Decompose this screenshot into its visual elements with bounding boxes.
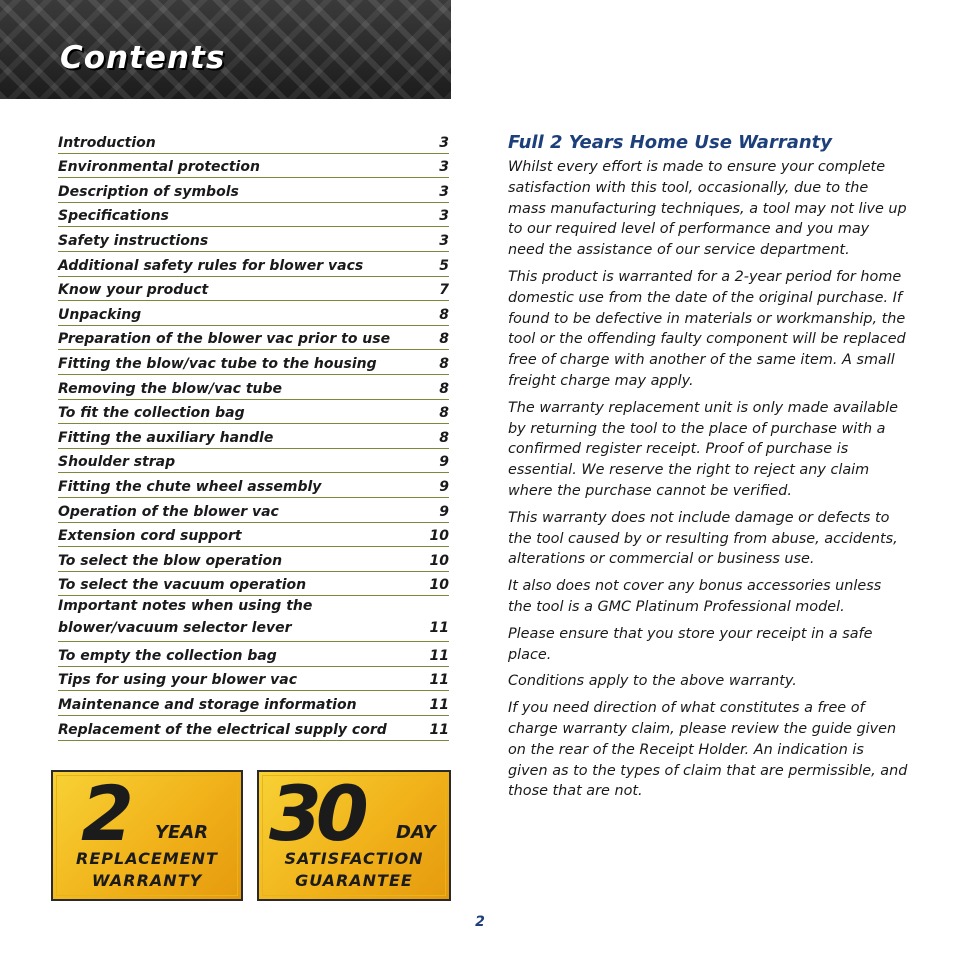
toc-row[interactable] [58,350,449,375]
toc-row[interactable] [58,277,449,302]
toc-row[interactable] [58,154,449,179]
toc-row[interactable] [58,203,449,228]
badge-year-unit: YEAR [155,822,209,843]
toc-label: To empty the collection bag [58,647,277,664]
toc-row[interactable] [58,498,449,523]
toc-page: 3 [439,208,449,225]
badge-day-line2: GUARANTEE [295,871,413,890]
toc-label: Replacement of the electrical supply cord [58,721,387,738]
toc-row[interactable] [58,667,449,692]
toc-page: 8 [439,331,449,348]
toc-row[interactable] [58,523,449,548]
toc-page: 5 [439,257,449,274]
toc-row[interactable] [58,375,449,400]
warranty-paragraph: This product is warranted for a 2-year period for home domestic use from the date of the original purchase. If found to be defective in materials or workmanship, the tool or the offending faulty component will be replaced free of charge with another of the same item. A small freight charge may apply. [508,268,906,389]
toc-page: 3 [439,183,449,200]
toc-label: Tips for using your blower vac [58,672,298,689]
toc-label: Fitting the auxiliary handle [58,429,274,446]
toc-page: 3 [439,134,449,151]
warranty-paragraph: If you need direction of what constitutes a free of charge warranty claim, please review the guide given on the rear of the Receipt Holder. An indication is given as to the types of claim that are permissible, and those that are not. [508,700,908,800]
toc-page: 7 [439,282,449,299]
toc-row[interactable] [58,716,449,741]
thirty-day-guarantee-badge [257,770,451,901]
toc-page: 8 [439,429,449,446]
toc-page: 11 [429,721,449,738]
toc-row[interactable] [58,252,449,277]
page-title: Contents [60,40,226,76]
warranty-paragraph: Conditions apply to the above warranty. [508,673,797,690]
toc-label: Preparation of the blower vac prior to use [58,331,391,348]
badge-day-number: 30 [269,770,363,858]
toc-page: 11 [429,647,449,664]
toc-label: Additional safety rules for blower vacs [58,257,364,274]
contents-banner [0,0,451,99]
toc-label: Know your product [58,282,209,299]
toc-label [58,595,425,639]
warranty-title: Full 2 Years Home Use Warranty [508,132,833,153]
toc-page: 8 [439,355,449,372]
toc-label: To select the vacuum operation [58,577,307,594]
toc-page: 11 [429,620,449,637]
warranty-paragraph: Please ensure that you store your receipt in a safe place. [508,625,873,663]
toc-page: 8 [439,380,449,397]
toc-label-line1: Important notes when using the [58,598,313,615]
badge-day-line1: SATISFACTION [284,849,424,868]
toc-page: 9 [439,503,449,520]
toc-label: Environmental protection [58,159,260,176]
toc-page: 3 [439,232,449,249]
toc-row[interactable] [58,301,449,326]
page-number: 2 [475,914,485,930]
toc-page: 10 [429,577,449,594]
toc-row[interactable] [58,547,449,572]
two-year-warranty-badge [51,770,243,901]
toc-label: Operation of the blower vac [58,503,279,520]
toc-page: 8 [439,306,449,323]
warranty-paragraph: It also does not cover any bonus accessories unless the tool is a GMC Platinum Professional model. [508,578,882,615]
toc-label: Removing the blow/vac tube [58,380,283,397]
toc-label: Specifications [58,208,169,225]
toc-page: 10 [429,528,449,545]
toc-label: Introduction [58,134,156,151]
toc-label: Extension cord support [58,528,242,545]
badge-year-line2: WARRANTY [91,871,203,890]
toc-row[interactable] [58,642,449,667]
toc-label: Fitting the chute wheel assembly [58,478,322,495]
toc-row[interactable] [58,424,449,449]
toc-label: To fit the collection bag [58,405,245,422]
toc-row[interactable] [58,691,449,716]
toc-row[interactable] [58,129,449,154]
toc-row[interactable] [58,178,449,203]
toc-row[interactable] [58,449,449,474]
warranty-paragraph: The warranty replacement unit is only made available by returning the tool to the place of purchase with a confirmed register receipt. Proof of purchase is essential. We reserve the right to reject any claim where the purchase cannot be verified. [508,399,899,499]
toc-page: 9 [439,478,449,495]
toc-page: 9 [439,454,449,471]
toc-row[interactable] [58,596,449,642]
badge-day-unit: DAY [396,822,436,843]
toc-row[interactable] [58,572,449,597]
toc-label: Maintenance and storage information [58,697,357,714]
toc-page: 11 [429,697,449,714]
toc-label: Fitting the blow/vac tube to the housing [58,355,377,372]
toc-label: Safety instructions [58,232,209,249]
warranty-paragraph: Whilst every effort is made to ensure your complete satisfaction with this tool, occasionally, due to the mass manufacturing techniques, a tool may not live up to our required level of performance and you may need the assistance of our service department. [508,159,907,259]
table-of-contents [58,129,449,741]
toc-label: Shoulder strap [58,454,176,471]
toc-row[interactable] [58,473,449,498]
toc-page: 10 [429,552,449,569]
toc-page: 11 [429,672,449,689]
toc-row[interactable] [58,227,449,252]
warranty-section [508,132,908,808]
warranty-paragraph: This warranty does not include damage or defects to the tool caused by or resulting from abuse, accidents, alterations or commercial or business use. [508,509,898,568]
toc-page: 8 [439,405,449,422]
toc-label: Unpacking [58,306,142,323]
toc-row[interactable] [58,400,449,425]
toc-label: Description of symbols [58,183,239,200]
toc-label-line2: blower/vacuum selector lever [58,620,292,637]
toc-row[interactable] [58,326,449,351]
badge-year-line1: REPLACEMENT [76,849,218,868]
toc-label: To select the blow operation [58,552,283,569]
toc-page: 3 [439,159,449,176]
badge-year-number: 2 [81,770,130,858]
